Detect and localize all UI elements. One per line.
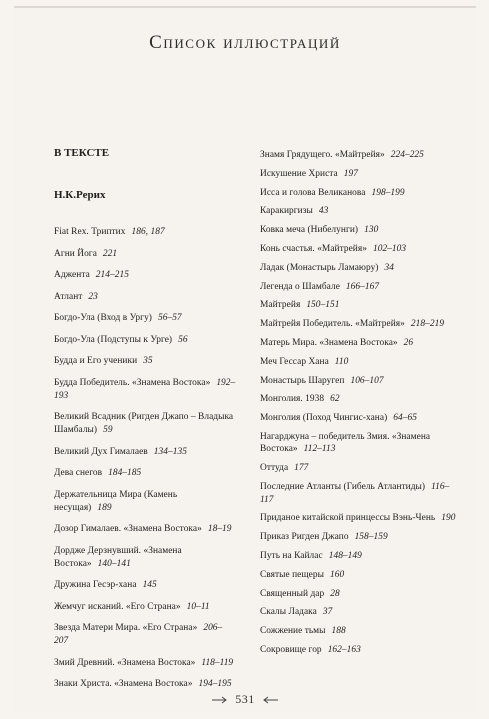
illustration-title: Нагарджуна – победитель Змия. «Знамена Востока»	[260, 431, 431, 455]
page-ref: 18–19	[207, 524, 232, 534]
page-ref: 37	[322, 607, 333, 618]
page-ref: 189	[97, 502, 112, 513]
page-ref: 28	[330, 588, 340, 599]
page-ref: 198–199	[371, 187, 405, 198]
page-ref: 190	[441, 513, 456, 524]
illustration-title: Держательница Мира (Камень несущая)	[54, 489, 178, 513]
illustration-title: Приданое китайской принцессы Вэнь-Чень	[260, 513, 436, 524]
illustration-title: Знаки Христа. «Знамена Востока»	[54, 679, 193, 689]
page-ref: 26	[403, 337, 414, 348]
list-item	[260, 224, 460, 237]
list-item	[260, 550, 460, 563]
page-ref: 106–107	[350, 375, 384, 386]
illustration-title: Святые пещеры	[260, 569, 324, 580]
page-ref: 43	[318, 206, 329, 217]
list-item	[260, 299, 460, 312]
list-item	[54, 291, 236, 304]
illustration-title: Агни Йога	[54, 248, 97, 259]
page-ref: 192–193	[54, 377, 236, 401]
page-ref: 118–119	[201, 657, 234, 668]
list-item	[54, 523, 236, 536]
illustration-title: Матерь Мира. «Знамена Востока»	[260, 337, 398, 348]
list-item	[260, 149, 460, 162]
ornament-right-icon	[262, 696, 278, 704]
list-item	[54, 269, 236, 282]
page-ref: 194–195	[198, 679, 232, 689]
list-item	[54, 312, 236, 325]
illustration-title: Каракиргизы	[260, 206, 313, 217]
page-ref: 162–163	[327, 644, 361, 655]
page-ref: 23	[88, 291, 98, 302]
page-ref: 197	[343, 168, 358, 179]
illustration-title: Знамя Грядущего. «Майтрейя»	[260, 150, 385, 160]
author-heading: Н.К.Рерих	[54, 189, 106, 201]
page-ref: 62	[330, 394, 340, 405]
illustration-title: Сожжение тьмы	[260, 626, 326, 637]
illustration-title: Конь счастья. «Майтрейя»	[260, 243, 367, 254]
list-item	[260, 569, 460, 582]
list-item	[260, 512, 460, 525]
page-ref: 112–113	[303, 444, 336, 455]
page-ref: 102–103	[372, 243, 407, 254]
list-item	[54, 467, 236, 480]
page-ref: 166–167	[345, 281, 380, 292]
ornament-left-icon	[212, 696, 228, 704]
list-item	[260, 644, 460, 657]
illustration-title: Майтрейя	[260, 300, 301, 311]
page-ref: 214–215	[95, 270, 129, 280]
list-item	[54, 545, 236, 571]
illustration-title: Великий Дух Гималаев	[54, 446, 148, 457]
list-item	[54, 226, 236, 239]
list-item	[260, 187, 460, 200]
list-item	[260, 337, 460, 350]
illustration-title: Монголия (Поход Чингис-хана)	[260, 413, 388, 424]
list-item	[260, 625, 460, 638]
illustration-title: Священный дар	[260, 588, 325, 599]
page-ref: 110	[334, 356, 349, 367]
page-ref: 184–185	[108, 468, 142, 478]
illustration-title: Дева снегов	[54, 468, 103, 478]
page-ref: 224–225	[390, 150, 424, 160]
illustration-title: Ковка меча (Нибелунги)	[260, 225, 359, 236]
list-item	[260, 356, 460, 369]
page-ref: 140–141	[97, 558, 131, 569]
page-ref: 188	[331, 626, 346, 637]
list-item	[260, 393, 460, 406]
illustration-title: Звезда Матери Мира. «Его Страна»	[54, 623, 198, 633]
list-item	[54, 657, 236, 670]
illustration-title: Меч Гессар Хана	[260, 356, 329, 367]
page-ref: 134–135	[153, 446, 187, 457]
illustration-title: Дружина Гесэр-хана	[54, 580, 137, 590]
list-item	[260, 375, 460, 388]
illustration-title: Майтрейя Победитель. «Майтрейя»	[260, 319, 405, 330]
page-ref: 150–151	[306, 300, 340, 311]
list-item	[54, 622, 236, 648]
illustration-title: Приказ Ригден Джапо	[260, 532, 349, 543]
list-item	[260, 606, 460, 619]
page-ref: 221	[102, 248, 118, 259]
illustration-title: Змий Древний. «Знамена Востока»	[54, 657, 196, 668]
page-number: 531	[235, 692, 255, 706]
illustration-title: Дордже Дерзнувший. «Знамена Востока»	[54, 545, 182, 569]
illustration-title: Великий Всадник (Ригден Джапо – Владыка Шамбалы)	[54, 412, 234, 435]
illustration-title: Монголия. 1938	[260, 394, 325, 405]
list-item	[54, 579, 236, 592]
list-item	[260, 243, 460, 256]
list-item	[54, 377, 236, 403]
illustration-title: Монастырь Шаругеп	[260, 375, 345, 386]
list-item	[260, 168, 460, 181]
illustration-title: Будда Победитель. «Знамена Востока»	[54, 377, 211, 388]
right-entry-list	[260, 149, 460, 656]
left-column	[54, 147, 236, 700]
list-item	[54, 489, 236, 515]
illustration-title: Сокровище гор	[260, 644, 322, 655]
list-item	[54, 355, 236, 368]
illustration-title: Аджента	[54, 270, 90, 280]
page-ref: 10–11	[186, 601, 210, 612]
list-item	[260, 318, 460, 331]
page-ref: 177	[294, 463, 309, 474]
list-item	[260, 531, 460, 544]
page-ref: 186, 187	[131, 227, 165, 237]
page-ref: 145	[142, 580, 157, 590]
list-item	[54, 601, 236, 614]
page-ref: 116–117	[260, 482, 450, 505]
list-item	[260, 481, 460, 506]
page-ref: 64–65	[393, 413, 417, 424]
list-item	[260, 262, 460, 275]
list-item	[260, 462, 460, 475]
illustration-title: Оттуда	[260, 463, 289, 474]
list-item	[260, 205, 460, 218]
page-footer	[14, 692, 476, 707]
illustration-title: Fiat Rex. Триптих	[54, 227, 126, 237]
page-ref: 148–149	[328, 550, 362, 561]
list-item	[260, 431, 460, 456]
illustration-title: Легенда о Шамбале	[260, 281, 340, 292]
page-ref: 59	[103, 425, 113, 435]
illustration-title: Богдо-Ула (Подступы к Урге)	[54, 334, 173, 345]
illustration-title: Последние Атланты (Гибель Атлантиды)	[260, 482, 426, 493]
list-item	[260, 588, 460, 601]
page-ref: 206–207	[54, 623, 223, 646]
page-ref: 35	[143, 356, 153, 366]
illustration-title: Дозор Гималаев. «Знамена Востока»	[54, 524, 202, 534]
illustration-title: Будда и Его ученики	[54, 356, 138, 366]
illustration-title: Скалы Ладака	[260, 607, 317, 618]
list-item	[54, 678, 236, 691]
illustration-title: Ладак (Монастырь Ламаюру)	[260, 262, 379, 273]
section-heading: В ТЕКСТЕ	[54, 147, 110, 159]
illustration-title: Путь на Кайлас	[260, 550, 323, 561]
book-page	[14, 6, 476, 712]
page-ref: 56–57	[157, 313, 182, 323]
illustration-title: Жемчуг исканий. «Его Страна»	[54, 601, 181, 612]
illustration-title: Искушение Христа	[260, 168, 338, 179]
right-column	[260, 149, 460, 663]
list-item	[54, 446, 236, 459]
page-ref: 160	[329, 569, 345, 580]
page-ref: 56	[178, 334, 188, 345]
page-ref: 158–159	[354, 532, 388, 543]
list-item	[54, 248, 236, 261]
page-ref: 34	[384, 262, 394, 273]
illustration-title: Исса и голова Великанова	[260, 187, 366, 198]
list-item	[54, 334, 236, 347]
list-item	[260, 412, 460, 425]
left-entry-list	[54, 226, 236, 691]
list-item	[54, 411, 236, 437]
page-ref: 130	[364, 225, 379, 236]
illustration-title: Богдо-Ула (Вход в Ургу)	[54, 313, 152, 323]
page-ref: 218–219	[410, 319, 445, 330]
illustration-title: Атлант	[54, 291, 83, 302]
list-item	[260, 281, 460, 294]
page-title: Список иллюстраций	[149, 32, 341, 53]
